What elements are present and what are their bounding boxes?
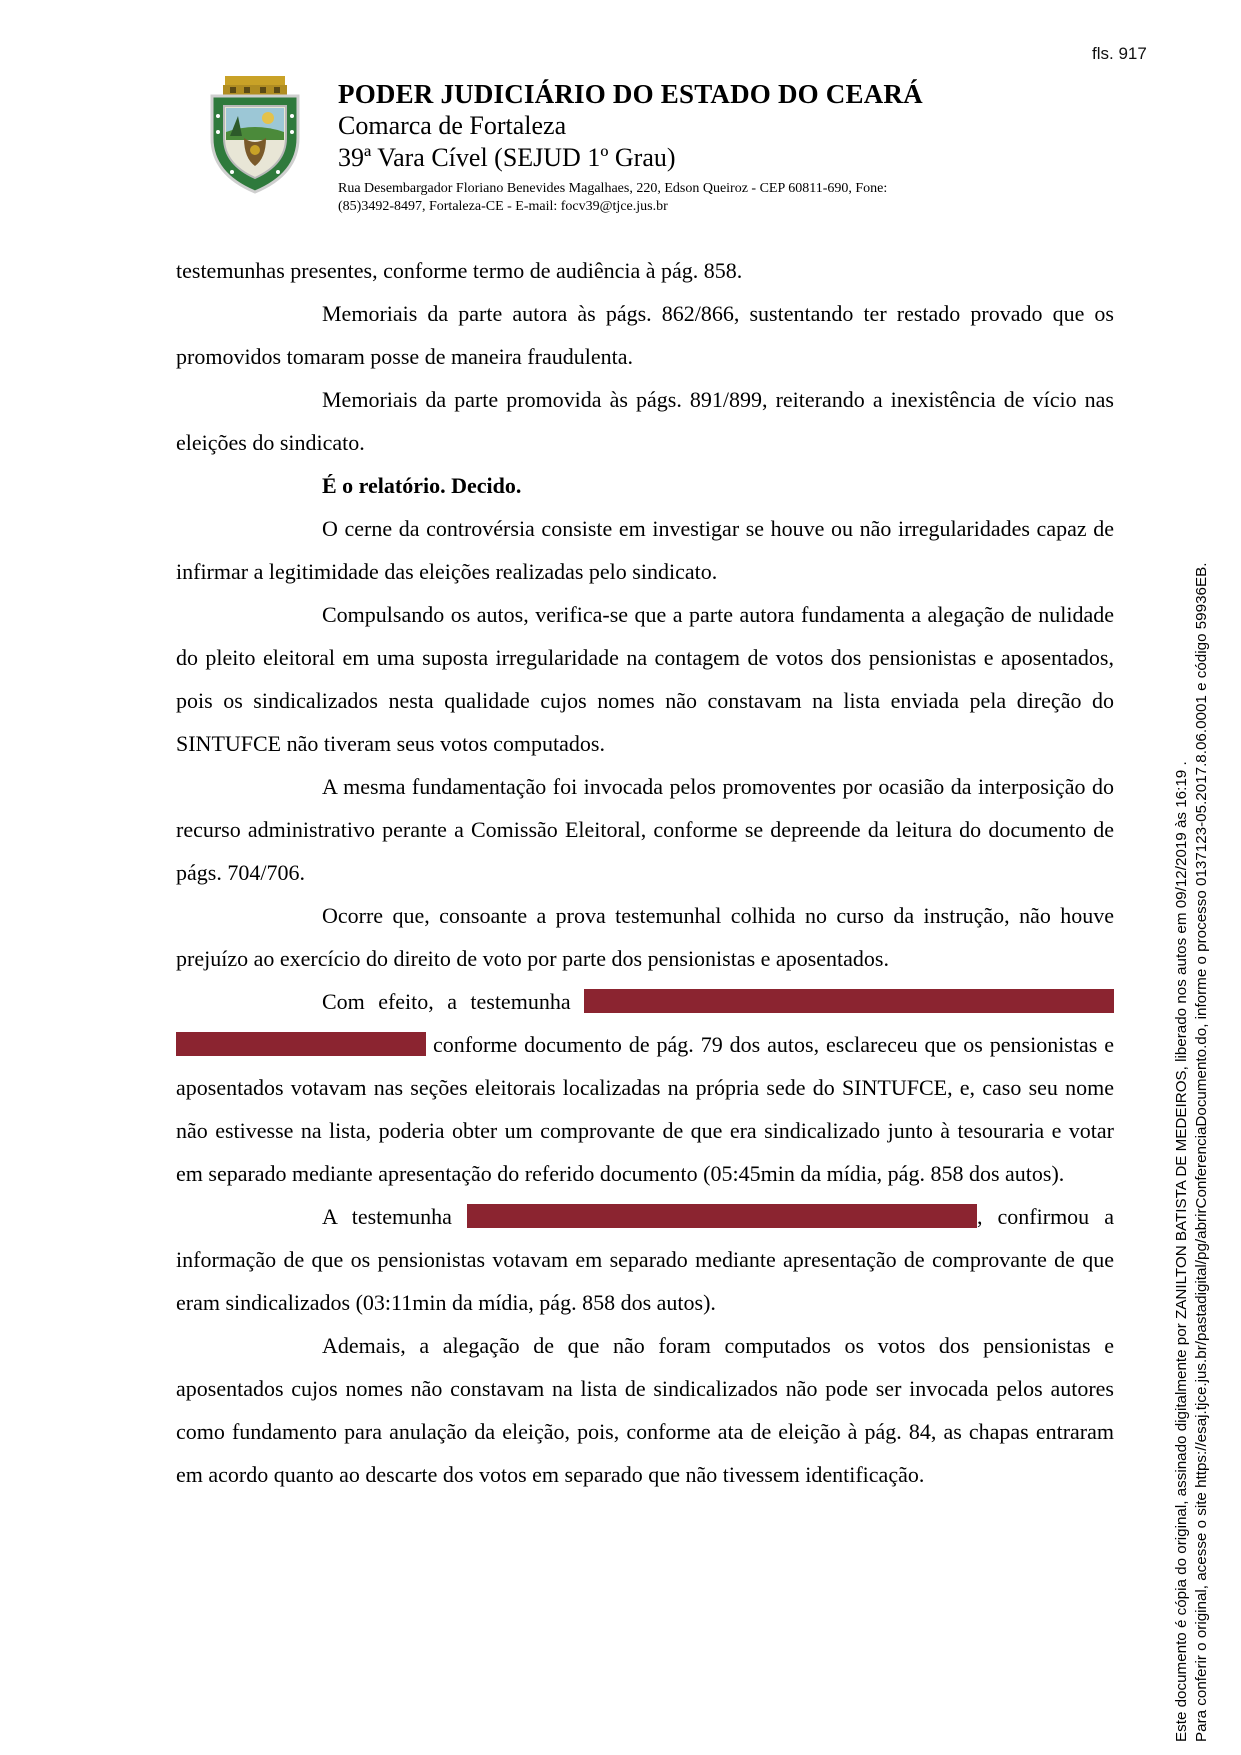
- paragraph: Memoriais da parte promovida às págs. 891/899, reiterando a inexistência de vício nas eleições do sindicato.: [176, 387, 1114, 455]
- paragraph: Memoriais da parte autora às págs. 862/866, sustentando ter restado provado que os promovidos tomaram posse de maneira fraudulenta.: [176, 301, 1114, 369]
- paragraph: Compulsando os autos, verifica-se que a parte autora fundamenta a alegação de nulidade do pleito eleitoral em uma suposta irregularidade na contagem de votos dos pensionistas e aposentados, pois os sindicalizados nesta qualidade cujos nomes não constavam na lista enviada pela direção do SINTUFCE não tiveram seus votos computados.: [176, 602, 1114, 756]
- signature-line-2: Para conferir o original, acesse o site https://esaj.tjce.jus.br/pastadigital/pg/abrirConferenciaDocumento.do, informe o processo 0137123-05.2017.8.06.0001 e código 59936EB.: [1193, 562, 1210, 1742]
- paragraph: [176, 1195, 1114, 1324]
- redaction-bar: [467, 1204, 977, 1228]
- signature-line-1: Este documento é cópia do original, assinado digitalmente por ZANILTON BATISTA DE MEDEIROS, liberado nos autos em 09/12/2019 às 16:19 .: [1173, 761, 1190, 1742]
- document-body: [176, 249, 1114, 1496]
- address-line-2: (85)3492-8497, Fortaleza-CE - E-mail: focv39@tjce.jus.br: [338, 199, 668, 214]
- redaction-bar: [584, 989, 1114, 1013]
- digital-signature-note: [1172, 282, 1212, 1742]
- paragraph: Ocorre que, consoante a prova testemunhal colhida no curso da instrução, não houve prejuízo ao exercício do direito de voto por parte dos pensionistas e aposentados.: [176, 903, 1114, 971]
- section-heading: É o relatório. Decido.: [322, 473, 522, 498]
- page-number: fls. 917: [1092, 44, 1147, 63]
- paragraph: testemunhas presentes, conforme termo de audiência à pág. 858.: [176, 258, 743, 283]
- comarca: Comarca de Fortaleza: [338, 111, 567, 140]
- paragraph-rest: , confirmou a informação de que os pensionistas votavam em separado mediante apresentação de comprovante de que eram sindicalizados (03:11min da mídia, pág. 858 dos autos).: [176, 1204, 1114, 1315]
- paragraph: O cerne da controvérsia consiste em investigar se houve ou não irregularidades capaz de infirmar a legitimidade das eleições realizadas pelo sindicato.: [176, 516, 1114, 584]
- ceara-coat-of-arms: [208, 76, 302, 194]
- court-title: PODER JUDICIÁRIO DO ESTADO DO CEARÁ: [338, 79, 923, 109]
- paragraph-start: Com efeito, a testemunha: [322, 989, 571, 1014]
- address: [338, 180, 1018, 216]
- paragraph: A mesma fundamentação foi invocada pelos promoventes por ocasião da interposição do recurso administrativo perante a Comissão Eleitoral, conforme se depreende da leitura do documento de págs. 704/706.: [176, 774, 1114, 885]
- vara: 39ª Vara Cível (SEJUD 1º Grau): [338, 143, 676, 172]
- paragraph: Ademais, a alegação de que não foram computados os votos dos pensionistas e aposentados cujos nomes não constavam na lista de sindicalizados não pode ser invocada pelos autores como fundamento para anulação da eleição, pois, conforme ata de eleição à pág. 84, as chapas entraram em acordo quanto ao descarte dos votos em separado que não tivessem identificação.: [176, 1333, 1114, 1487]
- paragraph-start: A testemunha: [322, 1204, 452, 1229]
- paragraph: [176, 980, 1114, 1195]
- redaction-bar: [176, 1032, 426, 1056]
- paragraph-rest: conforme documento de pág. 79 dos autos, esclareceu que os pensionistas e aposentados votavam nas seções eleitorais localizadas na própria sede do SINTUFCE, e, caso seu nome não estivesse na lista, poderia obter um comprovante de que era sindicalizado junto à tesouraria e votar em separado mediante apresentação do referido documento (05:45min da mídia, pág. 858 dos autos).: [176, 1032, 1114, 1186]
- address-line-1: Rua Desembargador Floriano Benevides Magalhaes, 220, Edson Queiroz - CEP 60811-690, Fone:: [338, 181, 888, 196]
- letterhead: [338, 78, 1018, 216]
